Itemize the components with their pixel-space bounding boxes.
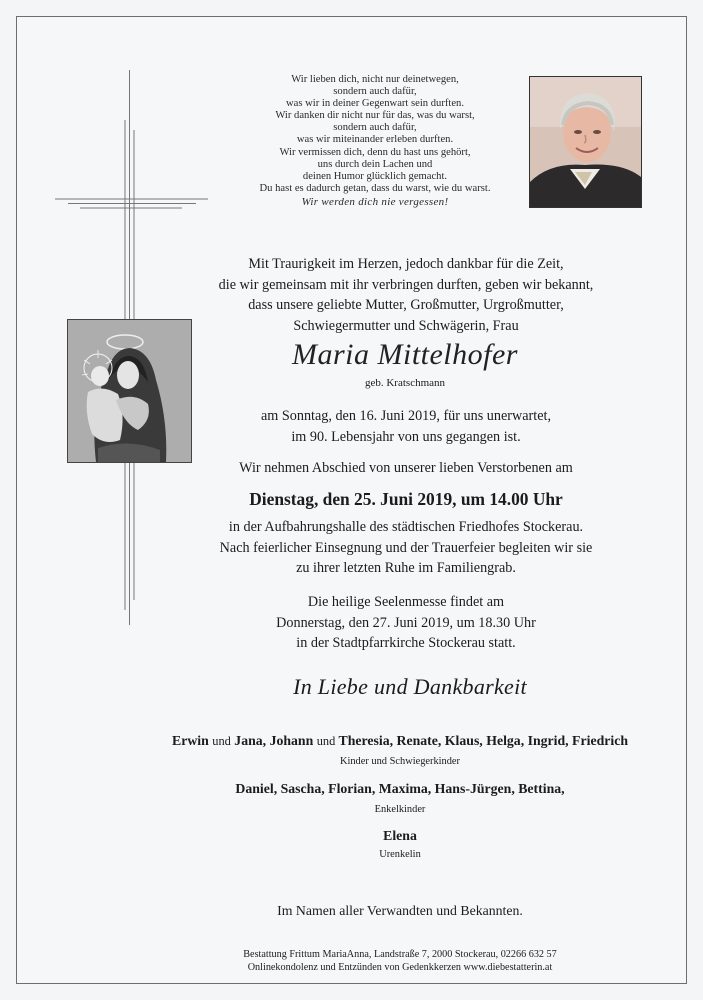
- funeral-date: Dienstag, den 25. Juni 2019, um 14.00 Uhr: [249, 489, 563, 509]
- intro-line: die wir gemeinsam mit ihr verbringen durften, geben wir bekannt,: [218, 276, 594, 293]
- children-names: [120, 733, 680, 749]
- intro-line: Mit Traurigkeit im Herzen, jedoch dankbar für die Zeit,: [248, 256, 564, 272]
- portrait-image: [530, 77, 641, 207]
- poem-line: was wir miteinander erleben durften.: [296, 134, 454, 146]
- location-line: zu ihrer letzten Ruhe im Familiengrab.: [296, 560, 516, 576]
- poem-line: Wir danken dir nicht nur für das, was du warst,: [275, 110, 475, 122]
- closing-phrase: In Liebe und Dankbarkeit: [293, 674, 527, 699]
- intro-line: dass unsere geliebte Mutter, Großmutter, Urgroßmutter,: [248, 297, 564, 314]
- child-name: Jana, Johann: [234, 733, 314, 748]
- poem-line: Wir vermissen dich, denn du hast uns gehört,: [279, 146, 471, 158]
- portrait-photo: [529, 76, 642, 208]
- children-label: Kinder und Schwiegerkinder: [339, 756, 461, 767]
- greatgrandchild-label: Urenkelin: [379, 849, 421, 860]
- mass-line: Donnerstag, den 27. Juni 2019, um 18.30 Uhr: [276, 614, 536, 631]
- funeral-location: [176, 517, 636, 579]
- location-line: Nach feierlicher Einsegnung und der Trauerfeier begleiten wir sie: [219, 539, 593, 556]
- poem-line: Wir lieben dich, nicht nur deinetwegen,: [291, 74, 459, 85]
- madonna-image: [67, 319, 192, 463]
- birth-name: geb. Kratschmann: [364, 377, 446, 389]
- death-notice: [176, 406, 636, 447]
- intro-line: Schwiegermutter und Schwägerin, Frau: [293, 318, 519, 335]
- death-line: am Sonntag, den 16. Juni 2019, für uns unerwartet,: [260, 408, 551, 424]
- child-name: Erwin: [172, 733, 209, 748]
- child-name: Theresia, Renate, Klaus, Helga, Ingrid, Friedrich: [338, 733, 628, 748]
- poem-line: deinen Humor glücklich gemacht.: [302, 170, 448, 182]
- memorial-mass: [176, 592, 636, 654]
- poem-line: sondern auch dafür,: [333, 86, 417, 98]
- mass-line: Die heilige Seelenmesse findet am: [307, 594, 505, 610]
- mass-line: in der Stadtpfarrkirche Stockerau statt.: [296, 635, 516, 651]
- footer: [140, 948, 660, 974]
- poem: [258, 74, 492, 208]
- death-line: im 90. Lebensjahr von uns gegangen ist.: [291, 428, 521, 445]
- poem-line: Du hast es dadurch getan, dass du warst, wie du warst.: [259, 182, 491, 194]
- conjunction: und: [316, 734, 336, 748]
- madonna-icon: [68, 320, 191, 462]
- greatgrandchild-name: Elena: [383, 828, 417, 843]
- poem-line: uns durch dein Lachen und: [317, 158, 433, 170]
- grandchildren-label: Enkelkinder: [374, 804, 426, 815]
- deceased-name: Maria Mittelhofer: [292, 338, 518, 371]
- conjunction: und: [212, 734, 231, 748]
- relatives-line: Im Namen aller Verwandten und Bekannten.: [277, 903, 523, 918]
- announcement-intro: [176, 254, 636, 337]
- farewell-line: Wir nehmen Abschied von unserer lieben Verstorbenen am: [239, 460, 573, 476]
- poem-signature: Wir werden dich nie vergessen!: [301, 195, 449, 208]
- location-line: in der Aufbahrungshalle des städtischen Friedhofes Stockerau.: [228, 519, 584, 535]
- poem-line: sondern auch dafür,: [333, 122, 417, 134]
- footer-website: Onlinekondolenz und Entzünden von Gedenkkerzen www.diebestatterin.at: [247, 962, 553, 973]
- footer-address: Bestattung Frittum MariaAnna, Landstraße 7, 2000 Stockerau, 02266 632 57: [243, 949, 557, 960]
- grandchildren-names: Daniel, Sascha, Florian, Maxima, Hans-Jürgen, Bettina,: [235, 781, 565, 796]
- poem-line: was wir in deiner Gegenwart sein durften.: [286, 98, 464, 110]
